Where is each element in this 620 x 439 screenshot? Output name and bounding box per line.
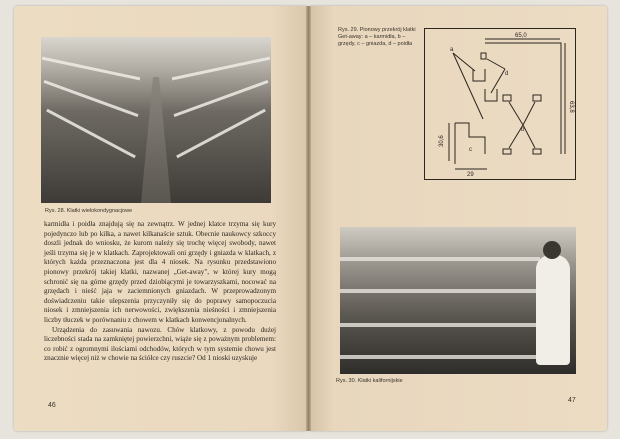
- photo-cage-row: [42, 57, 140, 81]
- label-width-dim: 65,0: [515, 33, 527, 39]
- photo-cage-row: [44, 80, 139, 117]
- leader-b4: [523, 125, 535, 148]
- cage-section-drawing: [425, 29, 575, 179]
- leader-d2: [491, 69, 505, 93]
- page-number-left: 46: [48, 402, 56, 409]
- figure-28-caption: Rys. 28. Klatki wielokondygnacjowe: [45, 208, 133, 214]
- photo-cage-shelf: [340, 257, 540, 261]
- photo-multilevel-cages: [41, 37, 271, 203]
- book-spine: [306, 6, 311, 431]
- photo-californian-cages: [340, 227, 576, 374]
- leader-a: [453, 53, 475, 71]
- drinker-d: [481, 53, 486, 59]
- photo-cage-row: [46, 109, 136, 159]
- photo-cage-row: [176, 109, 266, 159]
- get-away-cage-diagram: [424, 28, 576, 180]
- feeder-a2: [485, 89, 497, 101]
- page-number-right: 47: [568, 397, 576, 404]
- figure-30-caption: Rys. 30. Klatki kalifornijskie: [336, 378, 403, 384]
- leader-d: [487, 59, 505, 69]
- photo-cage-shelf: [340, 355, 540, 359]
- cage-outline: [485, 43, 561, 154]
- photo-worker: [536, 255, 570, 365]
- label-c: c: [469, 147, 472, 153]
- figure-29-caption: Rys. 29. Pionowy przekrój klatki Get-away: a – karmidła, b – grzędy, c – gniazda, d – poidła: [338, 27, 416, 47]
- label-d: d: [505, 71, 509, 77]
- label-height-dim: 63,8: [568, 101, 574, 113]
- leader-b2: [523, 102, 535, 125]
- photo-cage-shelf: [340, 323, 540, 327]
- label-nest-width-dim: 29: [467, 172, 474, 178]
- photo-cage-row: [172, 57, 270, 81]
- perch-b3: [503, 149, 511, 154]
- left-page-body-text: [44, 220, 276, 364]
- leader-a2: [453, 53, 483, 119]
- leader-b: [509, 102, 523, 125]
- body-paragraph-2: Urządzenia do zasuwania nawozu. Chów klatkowy, z powodu dużej liczebności stada na zamkniętej powierzchni, wiąże się z poważnym problemem: co robić z ogromnymi ilościami odchodów, których w tym systemie chowu jest znacznie więcej niż w chowie na ściółce czy ruszcie? Od 1 nioski uzyskuje: [44, 325, 276, 363]
- photo-cage-shelf: [340, 289, 540, 293]
- photo-aisle: [141, 77, 171, 203]
- perch-b4: [533, 149, 541, 154]
- label-nest-height-dim: 30,6: [439, 135, 445, 147]
- perch-b2: [533, 95, 541, 101]
- label-a: a: [450, 47, 454, 53]
- photo-cage-row: [174, 80, 269, 117]
- photo-worker-head: [543, 241, 561, 259]
- label-b: b: [521, 127, 525, 133]
- body-paragraph-1: karmidła i poidła znajdują się na zewnątrz. W jednej klatce trzyma się kury pojedynczo lub po kilka, a nawet kilkanaście sztuk. Obecnie naukowcy szkoccy doszli jednak do wniosku, że kurom należy się trochę więcej swobody, nawet jeśli trzyma się je w klatkach. Zaprojektowali oni grzędy i gniazda w klatkach, z których każda przeznaczona jest dla 4 niosek. Na rysunku przedstawiono pionowy przekrój takiej klatki, nazwanej „Get-away", w której kury mogą schronić się na górne grzędy przed dziobiącymi je towarzyszkami, nocować na grzędach i nieść jaja w zaciemnionych gniazdach. W przeprowadzonym doświadczeniu takie ulepszenia przyczyniły się do poprawy samopoczucia niosek i zmniejszenia ich nerwowości, zwiększenia nieśności i zmniejszenia liczby tłuczek w porównaniu z chowem w klatkach konwencjonalnych.: [44, 220, 276, 324]
- perch-b1: [503, 95, 511, 101]
